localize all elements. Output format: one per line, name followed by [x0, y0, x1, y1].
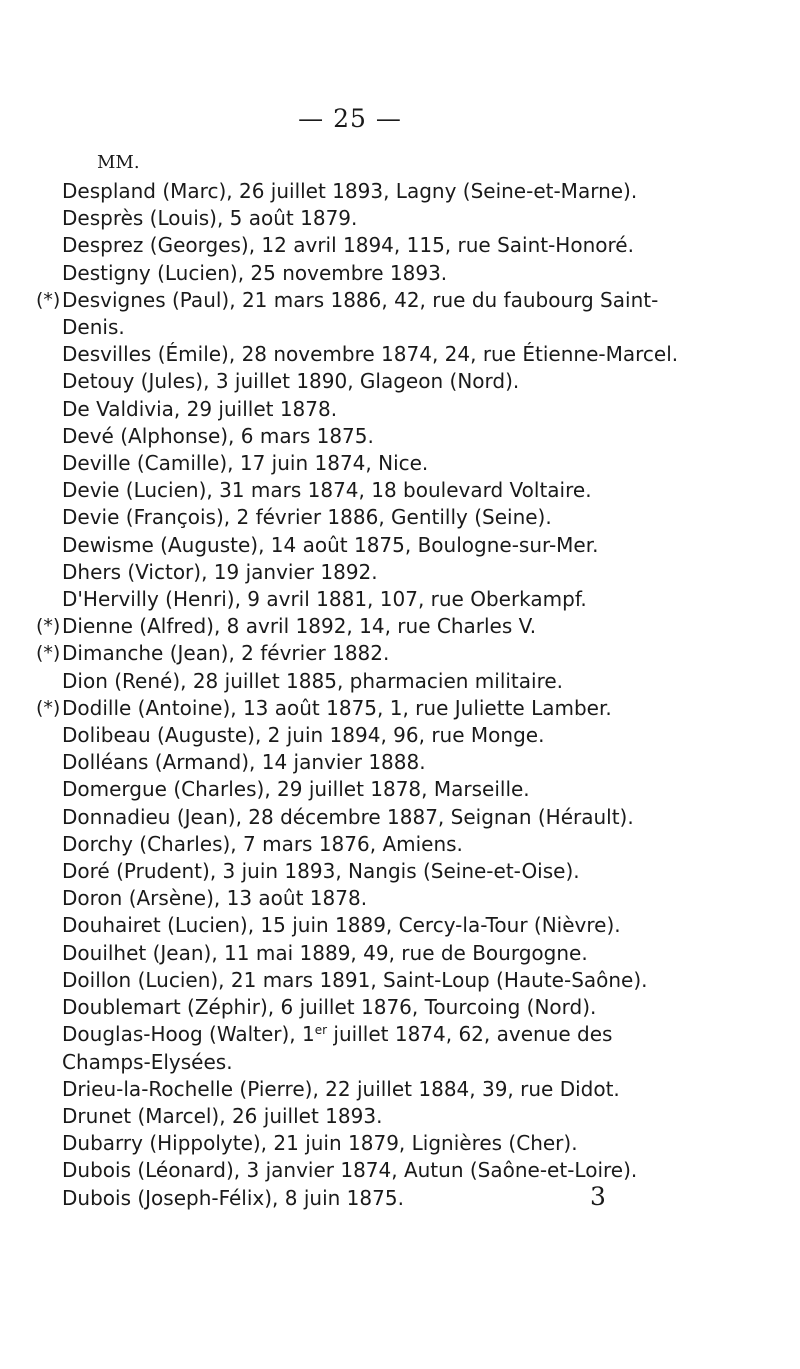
entry-text: Dion (René), 28 juillet 1885, pharmacien militaire. [62, 668, 564, 693]
entry-text: Despland (Marc), 26 juillet 1893, Lagny (Seine-et-Marne). [62, 179, 638, 203]
list-item [0, 477, 712, 504]
entry-text: Desprez (Georges), 12 avril 1894, 115, rue Saint-Honoré. [62, 233, 634, 258]
list-item [0, 668, 712, 695]
entry-marker: (*) [36, 615, 61, 638]
list-item [0, 695, 712, 722]
list-item [0, 423, 712, 450]
entry-text: Dodille (Antoine), 13 août 1875, 1, rue Juliette Lamber. [62, 695, 612, 720]
list-item [0, 260, 712, 287]
entry-text: Deville (Camille), 17 juin 1874, Nice. [62, 451, 429, 476]
entry-continuation: Denis. [62, 315, 125, 340]
list-item [0, 640, 712, 667]
list-item [0, 1157, 712, 1184]
entry-text: Dolibeau (Auguste), 2 juin 1894, 96, rue Monge. [62, 723, 545, 748]
entry-text: Devé (Alphonse), 6 mars 1875. [62, 423, 374, 448]
entry-text: Donnadieu (Jean), 28 décembre 1887, Seignan (Hérault). [62, 804, 634, 829]
entry-text: Dolléans (Armand), 14 janvier 1888. [62, 750, 426, 775]
list-item [0, 287, 712, 341]
entry-text: Devie (François), 2 février 1886, Gentilly (Seine). [62, 505, 552, 530]
entry-marker: (*) [36, 288, 61, 311]
list-item [0, 776, 712, 803]
list-item [0, 804, 712, 831]
entry-text: Drunet (Marcel), 26 juillet 1893. [62, 1103, 383, 1128]
entry-text: Doron (Arsène), 13 août 1878. [62, 886, 368, 911]
signature-mark: 3 [590, 1182, 606, 1211]
list-item [0, 450, 712, 477]
entry-text: D'Hervilly (Henri), 9 avril 1881, 107, rue Oberkampf. [62, 587, 587, 612]
list-item [0, 341, 712, 368]
list-item [0, 858, 712, 885]
entry-text: Doublemart (Zéphir), 6 juillet 1876, Tourcoing (Nord). [62, 995, 597, 1020]
entry-text: Douhairet (Lucien), 15 juin 1889, Cercy-la-Tour (Nièvre). [62, 913, 621, 938]
list-item [0, 205, 712, 232]
entry-text: Desprès (Louis), 5 août 1879. [62, 206, 358, 231]
entry-marker: (*) [36, 642, 61, 665]
entry-text: Devie (Lucien), 31 mars 1874, 18 boulevard Voltaire. [62, 478, 592, 503]
list-item [0, 232, 712, 259]
entry-text-after: juillet 1874, 62, avenue des [327, 1022, 613, 1047]
entry-text: Dienne (Alfred), 8 avril 1892, 14, rue Charles V. [62, 614, 537, 639]
entry-text: Doillon (Lucien), 21 mars 1891, Saint-Loup (Haute-Saône). [62, 967, 648, 992]
entry-text: Dubois (Joseph-Félix), 8 juin 1875. [62, 1185, 404, 1210]
entry-text: Douilhet (Jean), 11 mai 1889, 49, rue de Bourgogne. [62, 940, 588, 965]
entry-text: Domergue (Charles), 29 juillet 1878, Marseille. [62, 777, 530, 802]
list-item [0, 722, 712, 749]
list-item [0, 967, 712, 994]
entry-text: Desvilles (Émile), 28 novembre 1874, 24, rue Étienne-Marcel. [62, 342, 679, 367]
list-item [0, 586, 712, 613]
list-item [0, 994, 712, 1021]
entry-text: Dhers (Victor), 19 janvier 1892. [62, 559, 378, 584]
entry-list [0, 178, 800, 1212]
list-item [0, 749, 712, 776]
entry-text: Dubois (Léonard), 3 janvier 1874, Autun (Saône-et-Loire). [62, 1158, 638, 1183]
entry-text: Dubarry (Hippolyte), 21 juin 1879, Lignières (Cher). [62, 1131, 578, 1156]
list-item [0, 368, 712, 395]
page-number: — 25 — [298, 104, 402, 133]
entry-text: Drieu-la-Rochelle (Pierre), 22 juillet 1884, 39, rue Didot. [62, 1076, 620, 1101]
entry-text: De Valdivia, 29 juillet 1878. [62, 396, 338, 421]
entry-continuation: Champs-Elysées. [62, 1049, 233, 1074]
list-item [0, 396, 712, 423]
list-item [0, 885, 712, 912]
list-item [0, 532, 712, 559]
entry-marker: (*) [36, 696, 61, 719]
list-item [0, 504, 712, 531]
entry-text: Destigny (Lucien), 25 novembre 1893. [62, 260, 448, 285]
list-item [0, 1021, 712, 1075]
entry-text: Doré (Prudent), 3 juin 1893, Nangis (Seine-et-Oise). [62, 859, 580, 884]
list-item [0, 178, 712, 205]
list-item [0, 1130, 712, 1157]
list-item [0, 1076, 712, 1103]
entry-text: Dewisme (Auguste), 14 août 1875, Boulogne-sur-Mer. [62, 532, 599, 557]
list-item [0, 613, 712, 640]
list-item [0, 1103, 712, 1130]
salutation: MM. [97, 152, 140, 173]
ordinal-superscript: er [314, 1023, 328, 1038]
list-item [0, 912, 712, 939]
entry-text: Douglas-Hoog (Walter), 1 [62, 1022, 315, 1047]
list-item [0, 831, 712, 858]
entry-text: Dimanche (Jean), 2 février 1882. [62, 641, 390, 666]
list-item [0, 940, 712, 967]
entry-text: Dorchy (Charles), 7 mars 1876, Amiens. [62, 831, 463, 856]
entry-text: Detouy (Jules), 3 juillet 1890, Glageon (Nord). [62, 369, 520, 394]
list-item [0, 559, 712, 586]
entry-text: Desvignes (Paul), 21 mars 1886, 42, rue du faubourg Saint- [62, 287, 659, 312]
